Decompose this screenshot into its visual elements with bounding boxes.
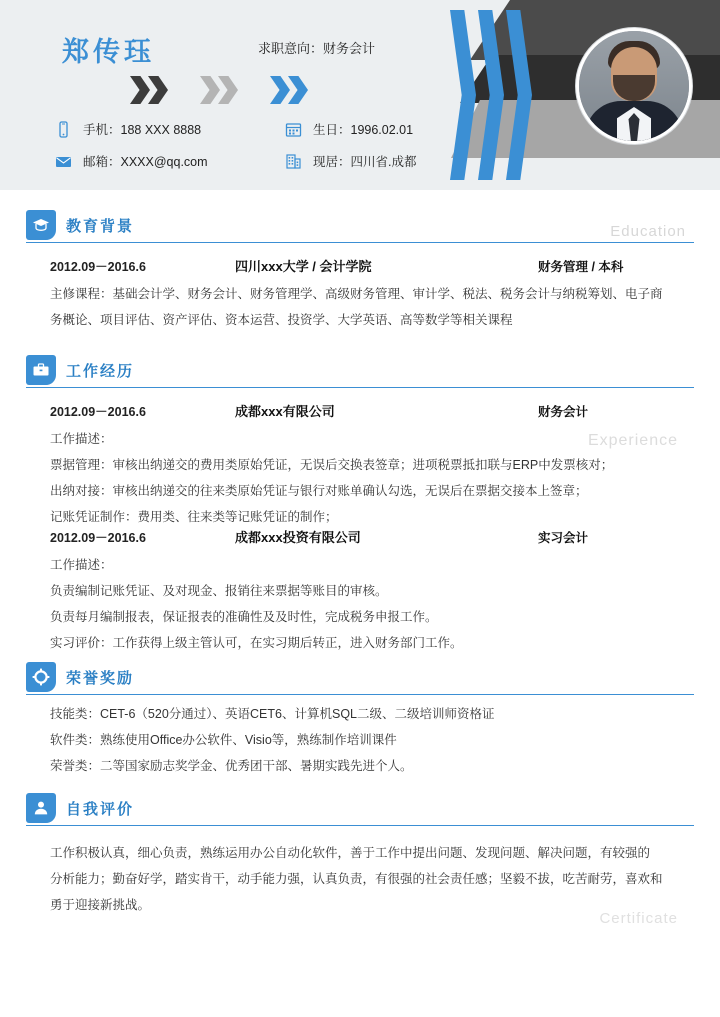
contact-phone (55, 120, 285, 138)
section-title-honors: 荣誉奖励 (66, 669, 135, 687)
experience-desc-line: 负责每月编制报表，保证报表的准确性及及时性，完成税务申报工作。 (50, 610, 438, 624)
section-title-experience: 工作经历 (66, 362, 135, 380)
contact-location-text: 现居：四川省.成都 (313, 155, 417, 169)
self-evaluation-line: 勇于迎接新挑战。 (50, 898, 151, 912)
experience-desc-line: 记账凭证制作：费用类、往来类等记账凭证的制作； (50, 510, 338, 524)
education-course-line: 主修课程：基础会计学、财务会计、财务管理学、高级财务管理、审计学、税法、税务会计与纳税筹划、电子商 (50, 287, 663, 301)
section-header-experience (26, 353, 694, 388)
honors-line: 荣誉类：二等国家励志奖学金、优秀团干部、暑期实践先进个人。 (50, 759, 413, 773)
section-title-education: 教育背景 (66, 217, 135, 235)
education-date: 2012.09－2016.6 (50, 260, 146, 274)
building-icon (285, 153, 302, 170)
honors-line: 技能类：CET-6（520分通过）、英语CET6、计算机SQL二级、二级培训师资格证 (50, 707, 495, 721)
self-evaluation-line: 工作积极认真，细心负责，熟练运用办公自动化软件，善于工作中提出问题、发现问题、解决问题，有较强的 (50, 846, 651, 860)
experience-desc-line: 负责编制记账凭证、及对现金、报销往来票据等账目的审核。 (50, 584, 388, 598)
experience-company: 成都xxx有限公司 (235, 404, 335, 419)
contact-block (55, 120, 495, 184)
contact-phone-text: 手机：188 XXX 8888 (83, 123, 202, 137)
contact-row (55, 152, 495, 170)
experience-desc-line: 出纳对接：审核出纳递交的往来类原始凭证与银行对账单确认勾选，无误后在票据交接本上签章； (50, 484, 588, 498)
section-header-honors (26, 660, 694, 695)
mail-icon (55, 153, 72, 170)
experience-role: 财务会计 (538, 405, 589, 419)
section-header-education (26, 208, 694, 243)
avatar (576, 28, 692, 144)
honors-line: 软件类：熟练使用Office办公软件、Visio等，熟练制作培训课件 (50, 733, 397, 747)
contact-email (55, 152, 285, 170)
experience-entry (50, 524, 688, 552)
contact-location (285, 152, 416, 170)
section-title-self-evaluation: 自我评价 (66, 800, 135, 818)
section-body-honors (0, 695, 720, 781)
resume-header (0, 0, 720, 190)
experience-company: 成都xxx投资有限公司 (235, 530, 361, 545)
self-evaluation-line: 分析能力；勤奋好学，踏实肯干，动手能力强，认真负责，有很强的社会责任感；坚毅不拔，吃苦耐劳，喜欢和 (50, 872, 663, 886)
experience-entry (50, 398, 688, 426)
education-course-line: 务概论、项目评估、资产评估、资本运营、投资学、大学英语、高等数学等相关课程 (50, 313, 513, 327)
job-objective: 求职意向：财务会计 (258, 41, 376, 56)
phone-icon (55, 121, 72, 138)
education-entry (50, 253, 688, 281)
contact-row (55, 120, 495, 138)
gear-icon (26, 662, 56, 692)
briefcase-icon (26, 355, 56, 385)
graduation-cap-icon (26, 210, 56, 240)
experience-date: 2012.09－2016.6 (50, 405, 146, 419)
section-body-self-evaluation (0, 826, 720, 927)
section-header-self-evaluation (26, 791, 694, 826)
experience-date: 2012.09－2016.6 (50, 531, 146, 545)
experience-desc-line: 工作描述： (50, 432, 113, 446)
section-body-experience (0, 388, 720, 658)
experience-desc-line: 票据管理：审核出纳递交的费用类原始凭证，无误后交换表签章；进项税票抵扣联与ERP中发票核对； (50, 458, 614, 472)
section-watermark-experience: Experience (587, 432, 678, 449)
candidate-name: 郑传珏 (62, 37, 155, 67)
experience-desc-line: 实习评价：工作获得上级主管认可，在实习期后转正，进入财务部门工作。 (50, 636, 463, 650)
experience-desc-line: 工作描述： (50, 558, 113, 572)
contact-birthday (285, 120, 413, 138)
education-major: 财务管理 / 本科 (538, 260, 624, 274)
education-school: 四川xxx大学 / 会计学院 (235, 259, 372, 274)
section-watermark-certificate: Certificate (599, 910, 678, 927)
experience-role: 实习会计 (538, 531, 589, 545)
section-body-education (0, 243, 720, 335)
contact-birthday-text: 生日：1996.02.01 (313, 123, 414, 137)
calendar-icon (285, 121, 302, 138)
section-watermark-education: Education (610, 223, 686, 240)
contact-email-text: 邮箱：XXXX@qq.com (83, 155, 208, 169)
person-icon (26, 793, 56, 823)
